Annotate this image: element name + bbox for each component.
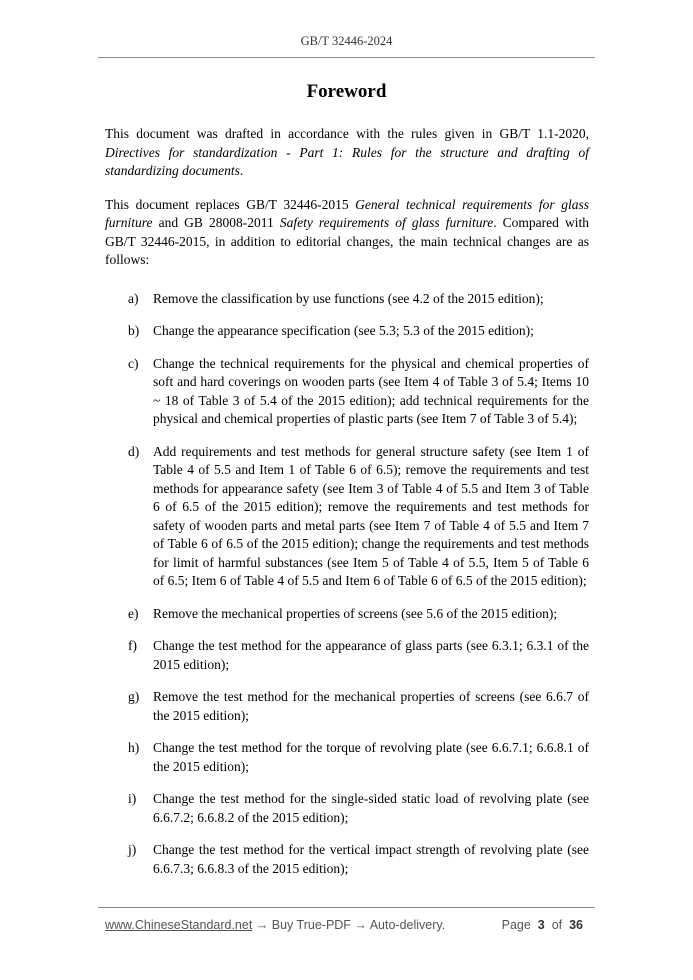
list-item-marker: j) xyxy=(128,842,137,857)
current-page: 3 xyxy=(537,918,545,932)
list-item-marker: c) xyxy=(128,355,139,371)
document-body xyxy=(105,125,589,892)
list-item xyxy=(105,790,589,827)
list-item-text: Remove the mechanical properties of screens (see 5.6 of the 2015 edition); xyxy=(153,605,558,621)
list-item-marker: d) xyxy=(128,443,140,459)
list-item xyxy=(105,605,589,624)
paragraph-text: . xyxy=(239,163,244,178)
page-number xyxy=(502,918,583,932)
page-title: Foreword xyxy=(306,81,387,102)
page-header: GB/T 32446-2024 xyxy=(300,34,393,48)
list-item xyxy=(105,688,589,725)
paragraph xyxy=(105,196,589,270)
page-label: Page xyxy=(501,918,531,932)
footer-divider xyxy=(98,907,595,908)
intro-paragraphs xyxy=(105,125,589,270)
list-item-text: Change the test method for the appearance of glass parts (see 6.3.1; 6.3.1 of the 2015 edition); xyxy=(153,638,589,672)
list-item-text: Remove the test method for the mechanical properties of screens (see 6.6.7 of the 2015 edition); xyxy=(153,689,589,723)
page-of-label: of xyxy=(551,918,563,932)
list-item-text: Change the appearance specification (see 5.3; 5.3 of the 2015 edition); xyxy=(153,323,534,338)
header-divider xyxy=(98,57,595,58)
paragraph-text: and GB 28008-2011 xyxy=(152,215,280,230)
footer-promo-text: → Buy True-PDF → Auto-delivery. xyxy=(252,918,446,932)
list-item xyxy=(105,739,589,776)
paragraph xyxy=(105,125,589,181)
list-item xyxy=(105,443,589,591)
paragraph-text: This document was drafted in accordance with the rules given in GB/T 1.1-2020, xyxy=(105,126,589,141)
list-item-text: Remove the classification by use functions (see 4.2 of the 2015 edition); xyxy=(153,290,544,306)
italic-title: Safety requirements of glass furniture xyxy=(279,215,494,230)
list-item-text: Change the test method for the torque of revolving plate (see 6.6.7.1; 6.6.8.1 of the 2015 edition); xyxy=(153,740,589,774)
technical-changes-list xyxy=(105,290,589,879)
paragraph-text: . Compared with GB/T 32446-2015, in addition to editorial changes, the main technical changes are as follows: xyxy=(105,215,589,267)
list-item xyxy=(105,637,589,674)
list-item-marker: a) xyxy=(128,290,139,306)
paragraph-text: This document replaces GB/T 32446-2015 xyxy=(105,196,356,212)
list-item-marker: e) xyxy=(128,605,139,621)
footer-promo xyxy=(105,918,445,932)
list-item-text: Change the test method for the vertical impact strength of revolving plate (see 6.6.7.3; 6.6.8.3 of the 2015 edition); xyxy=(153,842,589,876)
list-item-marker: g) xyxy=(128,689,140,704)
total-pages: 36 xyxy=(569,918,583,932)
list-item-marker: b) xyxy=(128,323,140,338)
list-item xyxy=(105,355,589,429)
list-item xyxy=(105,322,589,341)
italic-title: General technical requirements for glass furniture xyxy=(105,196,589,230)
site-link[interactable]: www.ChineseStandard.net xyxy=(105,918,253,932)
italic-title: Directives for standardization - Part 1: Rules for the structure and drafting of standardizing documents xyxy=(105,144,589,178)
list-item-marker: i) xyxy=(128,791,137,806)
list-item-marker: h) xyxy=(128,740,140,755)
list-item-text: Add requirements and test methods for general structure safety (see Item 1 of Table 4 of 5.5 and Item 1 of Table 6 of 6.5); remove the requirements and test methods for appearance safety (see Item 3 of Table 4 of 5.5 and Item 3 of Table 6 of 6.5 of the 2015 edition); remove the requirements and test methods for safety of wooden parts and metal parts (see Item 7 of Table 4 of 5.5 and Item 7 of Table 6 of 6.5 of the 2015 edition); change the requirements and test methods for limit of harmful substances (see Item 5 of Table 4 of 5.5, Item 5 of Table 6 of 6.5; Item 6 of Table 4 of 5.5 and Item 6 of Table 6 of 6.5 of the 2015 edition); xyxy=(153,443,589,588)
list-item xyxy=(105,841,589,878)
list-item xyxy=(105,290,589,309)
list-item-marker: f) xyxy=(128,638,137,653)
list-item-text: Change the test method for the single-sided static load of revolving plate (see 6.6.7.2; 6.6.8.2 of the 2015 edition); xyxy=(153,791,589,825)
list-item-text: Change the technical requirements for the physical and chemical properties of soft and hard coverings on wooden parts (see Item 4 of Table 3 of 5.4; Items 10 ~ 18 of Table 3 of 5.4 of the 2015 edition); add technical requirements for the physical and chemical properties of plastic parts (see Item 7 of Table 3 of 5.4); xyxy=(153,355,589,426)
